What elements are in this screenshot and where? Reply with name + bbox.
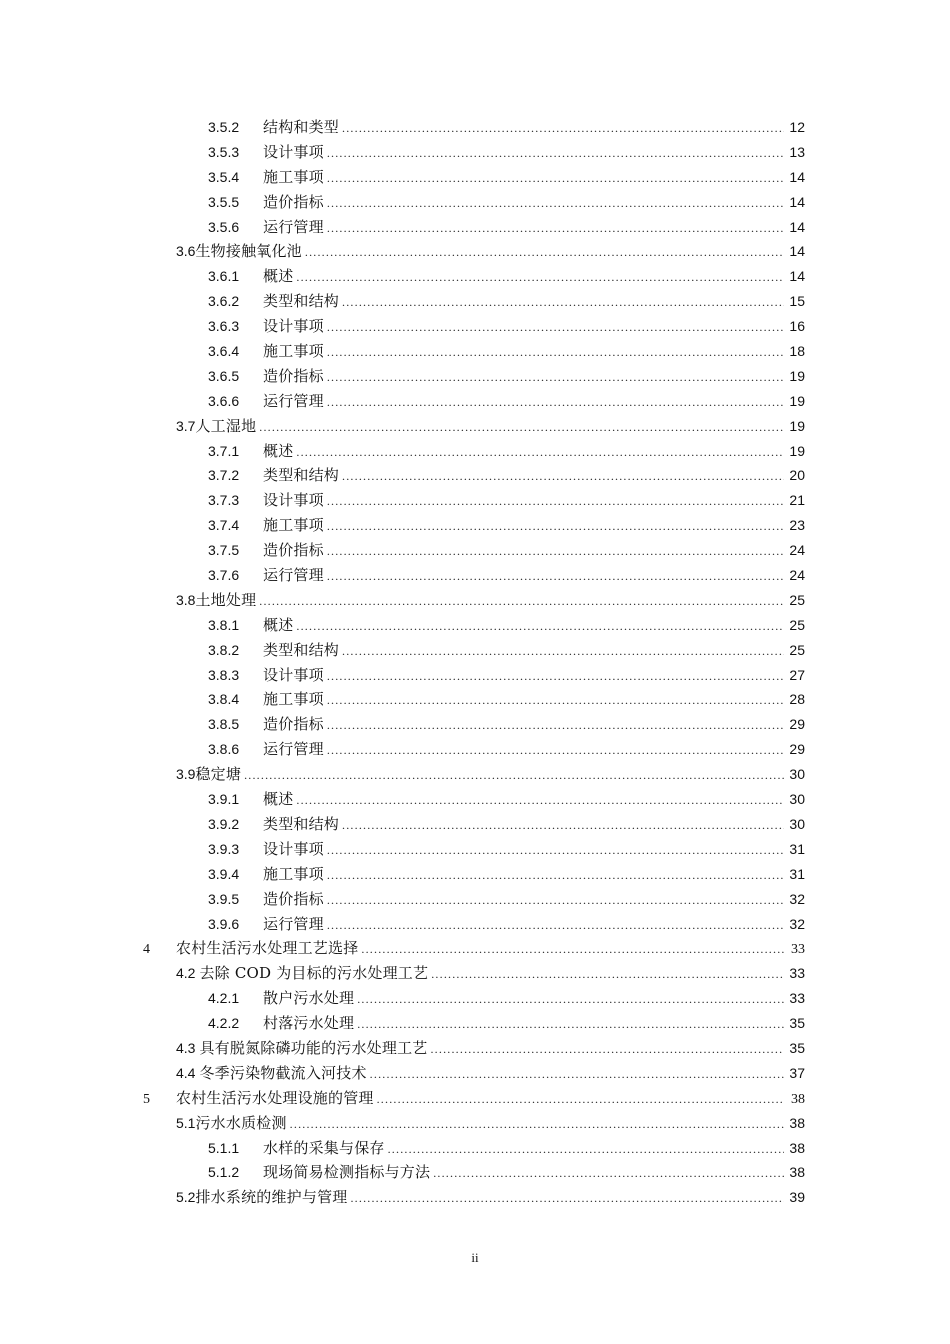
toc-page-number[interactable]: 27 xyxy=(789,666,805,683)
toc-page-number[interactable]: 38 xyxy=(791,1091,805,1107)
toc-number: 3.7 xyxy=(176,417,196,434)
toc-row[interactable] xyxy=(0,712,950,737)
toc-number: 3.9.3 xyxy=(208,840,240,857)
toc-row[interactable] xyxy=(0,414,950,439)
toc-number: 3.6 xyxy=(176,243,196,260)
toc-row[interactable] xyxy=(0,663,950,688)
toc-number: 3.9.4 xyxy=(208,865,240,882)
toc-title[interactable]: 施工事项 xyxy=(263,864,324,883)
toc-number: 4.2 xyxy=(176,965,196,982)
toc-title[interactable]: 稳定塘 xyxy=(195,765,242,784)
toc-row[interactable] xyxy=(0,986,950,1011)
dot-leader xyxy=(327,166,784,191)
toc-title[interactable]: 冬季污染物截流入河技术 xyxy=(199,1063,367,1082)
toc-page-number[interactable]: 14 xyxy=(789,243,805,260)
toc-entry-section[interactable] xyxy=(176,1061,805,1086)
toc-number: 3.5.3 xyxy=(208,143,240,160)
toc-page-number[interactable]: 14 xyxy=(789,218,805,235)
toc-page-number[interactable]: 35 xyxy=(789,1039,805,1056)
dot-leader xyxy=(327,913,784,938)
toc-page-number[interactable]: 19 xyxy=(789,442,805,459)
toc-title[interactable]: 设计事项 xyxy=(263,142,324,161)
toc-title[interactable]: 农村生活污水处理设施的管理 xyxy=(176,1088,374,1107)
toc-row[interactable] xyxy=(0,538,950,563)
toc-entry-section[interactable] xyxy=(176,1185,805,1210)
toc-number: 3.9.6 xyxy=(208,915,240,932)
toc-page-number[interactable]: 28 xyxy=(789,691,805,708)
toc-page-number[interactable]: 29 xyxy=(789,741,805,758)
toc-row[interactable] xyxy=(0,364,950,389)
toc-number: 3.9.2 xyxy=(208,815,240,832)
toc-entry-sub[interactable] xyxy=(208,364,805,389)
toc-row[interactable] xyxy=(0,463,950,488)
toc-page-number[interactable]: 19 xyxy=(789,367,805,384)
toc-page-number[interactable]: 31 xyxy=(789,865,805,882)
dot-leader xyxy=(296,265,784,290)
dot-leader xyxy=(327,514,784,539)
toc-entry-sub[interactable] xyxy=(208,165,805,190)
toc-title[interactable]: 施工事项 xyxy=(263,690,324,709)
toc-entry-sub[interactable] xyxy=(208,115,805,140)
toc-number: 5.1.1 xyxy=(208,1139,240,1156)
toc-title[interactable]: 具有脱氮除磷功能的污水处理工艺 xyxy=(199,1038,428,1057)
toc-entry-section[interactable] xyxy=(176,961,805,986)
dot-leader xyxy=(430,1037,784,1062)
toc-number: 3.5.2 xyxy=(208,119,240,135)
dot-leader xyxy=(357,1012,784,1037)
toc-title[interactable]: 结构和类型 xyxy=(263,118,340,136)
toc-number: 3.6.1 xyxy=(208,268,240,285)
toc-entry-sub[interactable] xyxy=(208,264,805,289)
toc-title[interactable]: 设计事项 xyxy=(263,665,324,684)
dot-leader xyxy=(327,365,784,390)
toc-page-number[interactable]: 14 xyxy=(789,168,805,185)
dot-leader xyxy=(431,962,784,987)
dot-leader xyxy=(296,788,784,813)
toc-title[interactable]: 概述 xyxy=(263,267,294,286)
toc-row[interactable] xyxy=(0,887,950,912)
toc-page-number[interactable]: 25 xyxy=(789,616,805,633)
toc-title[interactable]: 施工事项 xyxy=(263,342,324,361)
toc-number: 3.6.4 xyxy=(208,343,240,360)
dot-leader xyxy=(327,539,784,564)
toc-page-number[interactable]: 25 xyxy=(789,591,805,608)
toc-title[interactable]: 概述 xyxy=(263,790,294,809)
toc-row[interactable] xyxy=(0,239,950,264)
toc-page-number[interactable]: 12 xyxy=(789,119,805,135)
toc-page-number[interactable]: 33 xyxy=(789,990,805,1007)
toc-page-number[interactable]: 14 xyxy=(789,193,805,210)
toc-row[interactable] xyxy=(0,115,950,140)
toc-title[interactable]: 施工事项 xyxy=(263,516,324,535)
toc-page-number[interactable]: 38 xyxy=(789,1114,805,1131)
toc-title[interactable]: 运行管理 xyxy=(263,914,324,933)
toc-number: 5.2 xyxy=(176,1189,196,1206)
dot-leader xyxy=(327,216,784,241)
toc-row[interactable] xyxy=(0,264,950,289)
toc-entry-sub[interactable] xyxy=(208,986,805,1011)
dot-leader xyxy=(327,315,784,340)
dot-leader xyxy=(305,240,784,265)
toc-row[interactable] xyxy=(0,912,950,937)
toc-title[interactable]: 现场简易检测指标与方法 xyxy=(263,1163,431,1182)
toc-entry-sub[interactable] xyxy=(208,787,805,812)
toc-number: 3.7.3 xyxy=(208,492,240,509)
toc-title[interactable]: 施工事项 xyxy=(263,167,324,186)
toc-page-number[interactable]: 21 xyxy=(789,492,805,509)
toc-number: 4 xyxy=(143,942,150,958)
toc-title[interactable]: 造价指标 xyxy=(263,192,324,211)
toc-title[interactable]: 排水系统的维护与管理 xyxy=(195,1188,348,1207)
toc-number: 4.4 xyxy=(176,1064,196,1081)
toc-row[interactable] xyxy=(0,638,950,663)
toc-page-number[interactable]: 38 xyxy=(789,1164,805,1181)
toc-page-number[interactable]: 25 xyxy=(789,641,805,658)
toc-number: 3.6.3 xyxy=(208,318,240,335)
toc-number: 3.7.5 xyxy=(208,542,240,559)
toc-title[interactable]: 运行管理 xyxy=(263,217,324,236)
dot-leader xyxy=(296,614,784,639)
toc-title[interactable]: 去除 COD 为目标的污水处理工艺 xyxy=(199,964,429,983)
dot-leader xyxy=(327,564,784,589)
toc-number: 3.8.4 xyxy=(208,691,240,708)
toc-entry-sub[interactable] xyxy=(208,887,805,912)
toc-entry-sub[interactable] xyxy=(208,687,805,712)
toc-number: 3.5.5 xyxy=(208,193,240,210)
toc-title[interactable]: 概述 xyxy=(263,615,294,634)
toc-entry-sub[interactable] xyxy=(208,862,805,887)
toc-entry-sub[interactable] xyxy=(208,289,805,314)
toc-page-number[interactable]: 24 xyxy=(789,567,805,584)
toc-entry-section[interactable] xyxy=(176,1111,805,1136)
toc-entry-section[interactable] xyxy=(176,588,805,613)
toc-page-number[interactable]: 18 xyxy=(789,343,805,360)
toc-page-number[interactable]: 33 xyxy=(789,965,805,982)
dot-leader xyxy=(327,838,784,863)
toc-entry-sub[interactable] xyxy=(208,463,805,488)
toc-page-number[interactable]: 13 xyxy=(789,143,805,160)
toc-title[interactable]: 类型和结构 xyxy=(263,292,340,311)
toc-entry-section[interactable] xyxy=(176,239,805,264)
toc-title[interactable]: 村落污水处理 xyxy=(263,1014,355,1033)
dot-leader xyxy=(433,1161,784,1186)
toc-page-number[interactable]: 32 xyxy=(789,890,805,907)
toc-entry-sub[interactable] xyxy=(208,912,805,937)
dot-leader xyxy=(342,813,784,838)
dot-leader xyxy=(327,863,784,888)
toc-row[interactable] xyxy=(0,1160,950,1185)
toc-title[interactable]: 造价指标 xyxy=(263,889,324,908)
toc-row[interactable] xyxy=(0,1036,950,1061)
toc-entry-sub[interactable] xyxy=(208,488,805,513)
toc-number: 3.5.6 xyxy=(208,218,240,235)
dot-leader xyxy=(361,937,784,962)
toc-row[interactable] xyxy=(0,1011,950,1036)
toc-row[interactable] xyxy=(0,215,950,240)
toc-row[interactable] xyxy=(0,513,950,538)
toc-row[interactable] xyxy=(0,165,950,190)
toc-entry-sub[interactable] xyxy=(208,538,805,563)
toc-title[interactable]: 造价指标 xyxy=(263,366,324,385)
toc-title[interactable]: 类型和结构 xyxy=(263,640,340,659)
dot-leader xyxy=(327,888,784,913)
toc-number: 3.6.2 xyxy=(208,293,240,310)
toc-entry-sub[interactable] xyxy=(208,638,805,663)
toc-page-number[interactable]: 39 xyxy=(789,1189,805,1206)
toc-number: 4.2.1 xyxy=(208,990,240,1007)
toc-row[interactable] xyxy=(0,1136,950,1161)
toc-row[interactable] xyxy=(0,563,950,588)
toc-entry-chapter[interactable] xyxy=(143,1086,805,1111)
toc-row[interactable] xyxy=(0,787,950,812)
toc-entry-sub[interactable] xyxy=(208,190,805,215)
toc-number: 3.8.3 xyxy=(208,666,240,683)
toc-row[interactable] xyxy=(0,588,950,613)
toc-entry-section[interactable] xyxy=(176,762,805,787)
toc-row[interactable] xyxy=(0,488,950,513)
toc-page-number[interactable]: 16 xyxy=(789,318,805,335)
dot-leader xyxy=(259,415,784,440)
toc-row[interactable] xyxy=(0,289,950,314)
toc-entry-sub[interactable] xyxy=(208,712,805,737)
toc-row[interactable] xyxy=(0,339,950,364)
toc-page-number[interactable]: 19 xyxy=(789,417,805,434)
toc-entry-sub[interactable] xyxy=(208,314,805,339)
toc-number: 5.1 xyxy=(176,1114,196,1131)
toc-entry-chapter[interactable] xyxy=(143,936,805,961)
toc-entry-sub[interactable] xyxy=(208,439,805,464)
dot-leader xyxy=(327,688,784,713)
toc-page-number[interactable]: 20 xyxy=(789,467,805,484)
toc-number: 5 xyxy=(143,1091,150,1107)
toc-title[interactable]: 造价指标 xyxy=(263,541,324,560)
toc-number: 3.7.6 xyxy=(208,567,240,584)
toc-page-number[interactable]: 30 xyxy=(789,791,805,808)
toc-number: 3.8.6 xyxy=(208,741,240,758)
dot-leader xyxy=(377,1087,784,1112)
toc-title[interactable]: 散户污水处理 xyxy=(263,989,355,1008)
toc-entry-sub[interactable] xyxy=(208,215,805,240)
toc-number: 3.7.1 xyxy=(208,442,240,459)
toc-title[interactable]: 运行管理 xyxy=(263,566,324,585)
toc-title[interactable]: 类型和结构 xyxy=(263,466,340,485)
toc-number: 3.7.4 xyxy=(208,517,240,534)
toc-row[interactable] xyxy=(0,1111,950,1136)
toc-row[interactable] xyxy=(0,762,950,787)
toc-row[interactable] xyxy=(0,439,950,464)
toc-entry-sub[interactable] xyxy=(208,563,805,588)
toc-number: 3.8 xyxy=(176,591,196,608)
toc-title[interactable]: 农村生活污水处理工艺选择 xyxy=(176,939,359,958)
dot-leader xyxy=(327,191,784,216)
dot-leader xyxy=(327,738,784,763)
toc-row[interactable] xyxy=(0,140,950,165)
toc-page-number[interactable]: 23 xyxy=(789,517,805,534)
toc-page-number[interactable]: 33 xyxy=(791,942,805,958)
toc-row[interactable] xyxy=(0,1061,950,1086)
toc-page-number[interactable]: 24 xyxy=(789,542,805,559)
toc-page-number[interactable]: 38 xyxy=(789,1139,805,1156)
toc-number: 4.3 xyxy=(176,1039,196,1056)
toc-row[interactable] xyxy=(0,1086,950,1111)
toc-title[interactable]: 设计事项 xyxy=(263,317,324,336)
toc-page-number[interactable]: 30 xyxy=(789,766,805,783)
toc-number: 3.9.1 xyxy=(208,791,240,808)
toc-title[interactable]: 生物接触氧化池 xyxy=(195,242,302,261)
toc-entry-section[interactable] xyxy=(176,414,805,439)
toc-page-number[interactable]: 15 xyxy=(789,293,805,310)
toc-number: 3.9.5 xyxy=(208,890,240,907)
dot-leader xyxy=(327,340,784,365)
toc-title[interactable]: 土地处理 xyxy=(195,590,257,609)
dot-leader xyxy=(342,464,784,489)
toc-entry-sub[interactable] xyxy=(208,1136,805,1161)
toc-number: 5.1.2 xyxy=(208,1164,240,1181)
dot-leader xyxy=(327,390,784,415)
toc-title[interactable]: 类型和结构 xyxy=(263,814,340,833)
toc-row[interactable] xyxy=(0,314,950,339)
toc-title[interactable]: 设计事项 xyxy=(263,839,324,858)
page-number-footer: ii xyxy=(471,1250,479,1265)
toc-row[interactable] xyxy=(0,862,950,887)
toc-number: 3.8.5 xyxy=(208,716,240,733)
toc-row[interactable] xyxy=(0,389,950,414)
toc-entry-sub[interactable] xyxy=(208,837,805,862)
dot-leader xyxy=(327,141,784,166)
toc-page-number[interactable]: 37 xyxy=(789,1064,805,1081)
toc-page-number[interactable]: 32 xyxy=(789,915,805,932)
toc-title[interactable]: 运行管理 xyxy=(263,391,324,410)
toc-row[interactable] xyxy=(0,837,950,862)
toc-entry-sub[interactable] xyxy=(208,613,805,638)
dot-leader xyxy=(327,664,784,689)
toc-title[interactable]: 造价指标 xyxy=(263,715,324,734)
dot-leader xyxy=(342,116,784,141)
toc-row[interactable] xyxy=(0,737,950,762)
toc-row[interactable] xyxy=(0,961,950,986)
toc-row[interactable] xyxy=(0,1185,950,1210)
toc-number: 3.6.5 xyxy=(208,367,240,384)
toc-page-number[interactable]: 14 xyxy=(789,268,805,285)
toc-title[interactable]: 人工湿地 xyxy=(195,416,257,435)
toc-entry-sub[interactable] xyxy=(208,1011,805,1036)
toc-entry-sub[interactable] xyxy=(208,1160,805,1185)
dot-leader xyxy=(388,1137,784,1162)
toc-number: 3.6.6 xyxy=(208,392,240,409)
dot-leader xyxy=(357,987,784,1012)
dot-leader xyxy=(290,1112,784,1137)
toc-row[interactable] xyxy=(0,812,950,837)
toc-page-number[interactable]: 19 xyxy=(789,392,805,409)
toc-page-number[interactable]: 29 xyxy=(789,716,805,733)
toc-entry-sub[interactable] xyxy=(208,663,805,688)
toc-entry-sub[interactable] xyxy=(208,140,805,165)
toc-title[interactable]: 运行管理 xyxy=(263,740,324,759)
toc-page-number[interactable]: 31 xyxy=(789,840,805,857)
toc-entry-sub[interactable] xyxy=(208,737,805,762)
dot-leader xyxy=(342,290,784,315)
toc-entry-sub[interactable] xyxy=(208,812,805,837)
table-of-contents xyxy=(0,115,950,1210)
toc-title[interactable]: 概述 xyxy=(263,441,294,460)
dot-leader xyxy=(296,440,784,465)
toc-number: 4.2.2 xyxy=(208,1015,240,1032)
toc-page-number[interactable]: 30 xyxy=(789,815,805,832)
toc-number: 3.9 xyxy=(176,766,196,783)
toc-number: 3.7.2 xyxy=(208,467,240,484)
toc-row[interactable] xyxy=(0,936,950,961)
toc-title[interactable]: 设计事项 xyxy=(263,491,324,510)
toc-number: 3.8.2 xyxy=(208,641,240,658)
dot-leader xyxy=(244,763,784,788)
toc-entry-section[interactable] xyxy=(176,1036,805,1061)
dot-leader xyxy=(370,1062,784,1087)
toc-row[interactable] xyxy=(0,613,950,638)
toc-title[interactable]: 水样的采集与保存 xyxy=(263,1138,385,1157)
toc-number: 3.8.1 xyxy=(208,616,240,633)
toc-row[interactable] xyxy=(0,190,950,215)
toc-row[interactable] xyxy=(0,687,950,712)
toc-title[interactable]: 污水水质检测 xyxy=(195,1113,287,1132)
toc-entry-sub[interactable] xyxy=(208,389,805,414)
toc-entry-sub[interactable] xyxy=(208,513,805,538)
dot-leader xyxy=(327,713,784,738)
dot-leader xyxy=(259,589,784,614)
toc-number: 3.5.4 xyxy=(208,168,240,185)
toc-page-number[interactable]: 35 xyxy=(789,1015,805,1032)
dot-leader xyxy=(342,639,784,664)
toc-entry-sub[interactable] xyxy=(208,339,805,364)
dot-leader xyxy=(327,489,784,514)
dot-leader xyxy=(350,1186,784,1211)
